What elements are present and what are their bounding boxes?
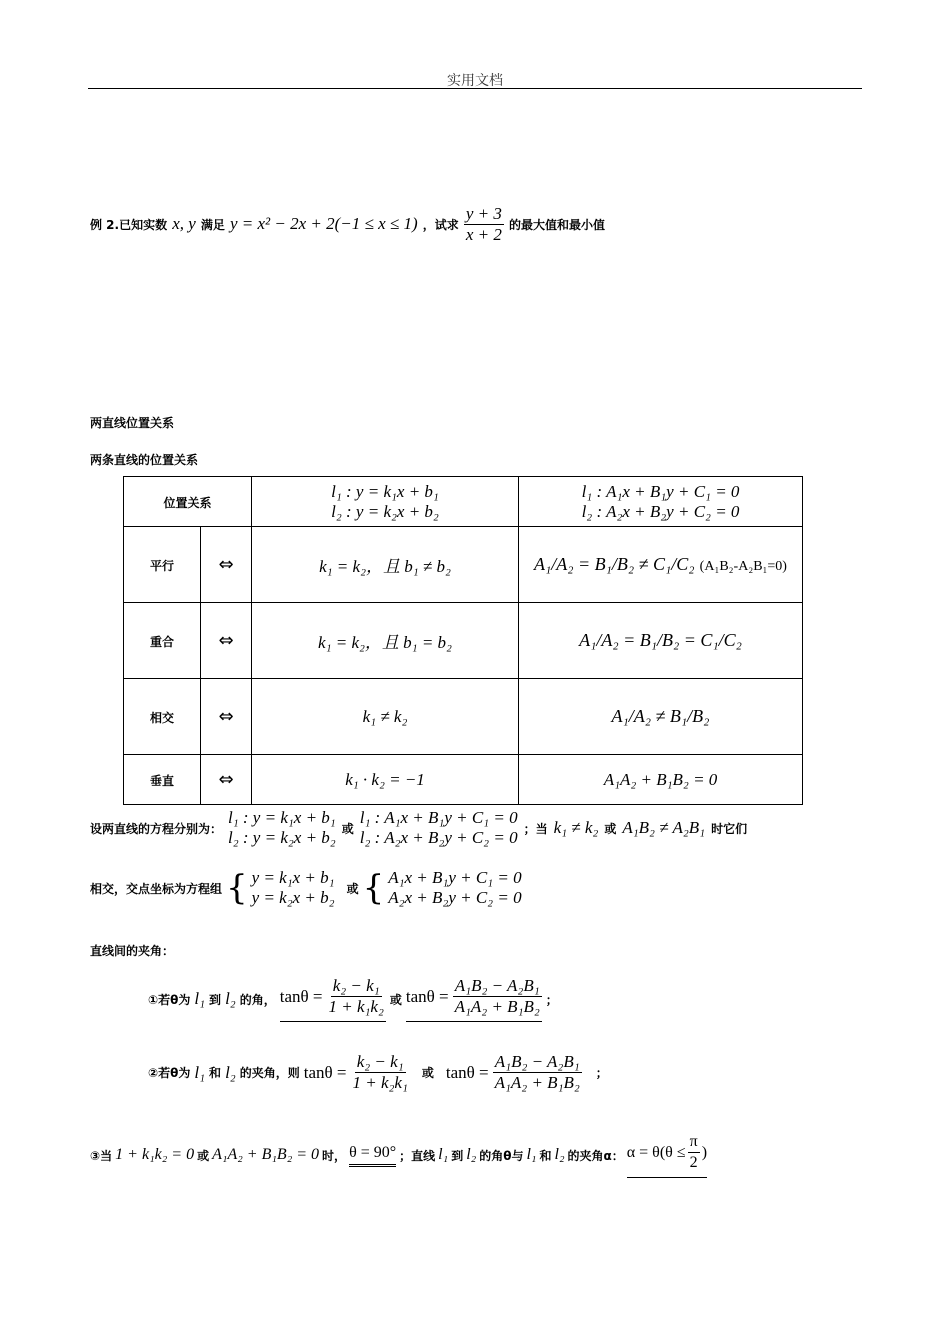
angle-item-1 <box>148 976 558 1022</box>
iff-cell <box>201 679 252 755</box>
or-text: 或 <box>341 821 354 836</box>
section-subtitle: 两条直线的位置关系 <box>90 453 199 467</box>
general-cond-cell <box>519 527 803 603</box>
eq-a2: l₂ : y = k₂x + b₂ <box>228 828 336 847</box>
item2-tan-2: tanθ = <box>445 1062 489 1082</box>
table-row <box>124 527 803 603</box>
item2-prefix: ②若θ为 <box>148 1066 191 1080</box>
item1-f2-num: A₁B₂ − A₂B₁ <box>454 976 540 995</box>
item2-f1-den: 1 + k₂k₁ <box>352 1073 408 1092</box>
slope-cond-cell <box>252 603 519 679</box>
row-name-cell <box>124 755 201 805</box>
cond-slope: k₁ ≠ k₂ <box>553 818 599 837</box>
iff-symbol: ⇔ <box>218 769 234 790</box>
item3-prefix: ③当 <box>90 1148 113 1163</box>
intersection-text-4: 相交，交点坐标为方程组 <box>90 881 223 896</box>
item2-suffix: 的夹角，则 <box>239 1066 300 1080</box>
item3-c2: A₁A₂ + B₁B₂ = 0 <box>212 1146 320 1163</box>
item2-tan: tanθ = <box>303 1062 347 1082</box>
section-title: 两直线位置关系 <box>90 416 175 430</box>
slope-equations <box>228 808 336 848</box>
table-row <box>124 679 803 755</box>
row-name-cell <box>124 603 201 679</box>
item3-theta90: θ = 90° <box>349 1144 396 1167</box>
example-2 <box>90 204 605 245</box>
general-cond-cell <box>519 603 803 679</box>
angles-title: 直线间的夹角： <box>90 944 175 958</box>
sys1-a: y = k₁x + b₁ <box>251 868 335 887</box>
header-general-l2: l₂ : A₂x + B₂y + C₂ = 0 <box>581 501 740 521</box>
iff-symbol: ⇔ <box>218 630 234 651</box>
system-general <box>388 868 521 908</box>
cond-general: A₁B₂ ≠ A₂B₁ <box>622 818 706 837</box>
item1-fraction-2 <box>453 976 542 1017</box>
item1-prefix: ①若θ为 <box>148 992 191 1007</box>
item1-f2-den: A₁A₂ + B₁B₂ <box>454 997 540 1016</box>
item2-f2-den: A₁A₂ + B₁B₂ <box>494 1073 580 1092</box>
item1-to: 到 <box>209 992 222 1007</box>
intersection-text-3: 时它们 <box>711 821 748 836</box>
item3-close: ) <box>701 1143 708 1161</box>
example-prefix: 例 2.已知实数 <box>90 218 168 232</box>
system-slope <box>252 868 335 908</box>
header-divider <box>88 88 862 89</box>
example-try: ，试求 <box>422 218 459 232</box>
line-relation-table <box>123 476 803 805</box>
item1-end: ； <box>545 992 558 1007</box>
item3-or: 或 <box>197 1148 210 1163</box>
item3-l2b: l₂ <box>554 1146 565 1163</box>
item3-pi-num: π <box>688 1132 700 1153</box>
iff-cell <box>201 755 252 805</box>
left-brace: { <box>362 868 385 908</box>
header-general-cell <box>519 477 803 527</box>
slope-cond-cell <box>252 679 519 755</box>
iff-symbol: ⇔ <box>218 706 234 727</box>
example-satisfy: 满足 <box>200 218 225 232</box>
item3-to: 到 <box>451 1148 464 1163</box>
header-general-l1: l₁ : A₁x + B₁y + C₁ = 0 <box>581 481 740 501</box>
general-condition: A₁/A₂ = B₁/B₂ = C₁/C₂ <box>579 630 742 650</box>
slope-cond-cell <box>252 527 519 603</box>
item3-alpha: α = θ(θ ≤ <box>626 1143 686 1161</box>
row-name-cell <box>124 527 201 603</box>
item3-pi-den: 2 <box>689 1154 698 1171</box>
intersection-text-1: 设两直线的方程分别为： <box>90 821 223 836</box>
table-row <box>124 603 803 679</box>
item2-fraction-1 <box>350 1052 409 1093</box>
item3-when: 时， <box>322 1148 347 1163</box>
item1-tan-2: tanθ = <box>405 986 449 1006</box>
slope-cond-cell <box>252 755 519 805</box>
item3-l1: l₁ <box>438 1146 449 1163</box>
header-label-cell <box>124 477 252 527</box>
item2-and: 和 <box>209 1066 222 1080</box>
example-frac-num: y + 3 <box>465 204 502 223</box>
item1-suffix: 的角， <box>239 992 276 1007</box>
item3-l2: l₂ <box>466 1146 477 1163</box>
item3-l1b: l₁ <box>526 1146 537 1163</box>
item3-pi-fraction <box>688 1132 700 1173</box>
header-slope-l1: l₁ : y = k₁x + b₁ <box>331 481 439 501</box>
slope-condition: k₁ = k₂，且 b₁ ≠ b₂ <box>319 557 451 576</box>
item1-formula-2 <box>406 976 542 1022</box>
item1-or: 或 <box>389 992 402 1007</box>
example-fraction <box>464 204 504 245</box>
general-cond-cell <box>519 679 803 755</box>
sys1-b: y = k₂x + b₂ <box>251 888 335 907</box>
general-cond-cell <box>519 755 803 805</box>
general-condition: A₁A₂ + B₁B₂ = 0 <box>603 769 718 789</box>
item3-incl: 的夹角α： <box>567 1148 624 1163</box>
row-name: 重合 <box>149 635 174 649</box>
angle-item-2 <box>148 1052 608 1093</box>
or-text: 或 <box>346 881 359 896</box>
item3-and: 和 <box>539 1148 552 1163</box>
general-condition: A₁/A₂ ≠ B₁/B₂ <box>611 706 710 726</box>
item3-semi: ；直线 <box>399 1148 436 1163</box>
table-header-row <box>124 477 803 527</box>
example-vars: x, y <box>172 214 196 233</box>
left-brace: { <box>226 868 248 908</box>
iff-symbol: ⇔ <box>218 554 234 575</box>
item2-fraction-2 <box>493 1052 582 1093</box>
slope-condition: k₁ ≠ k₂ <box>362 706 408 726</box>
item1-formula-1 <box>280 976 386 1022</box>
intersection-line-2 <box>90 868 522 908</box>
slope-condition: k₁ · k₂ = −1 <box>345 769 425 789</box>
item2-f1-num: k₂ − k₁ <box>356 1052 404 1071</box>
eq-b2: l₂ : A₂x + B₂y + C₂ = 0 <box>359 828 518 847</box>
row-name-cell <box>124 679 201 755</box>
example-suffix: 的最大值和最小值 <box>508 218 605 232</box>
general-note: (A₁B₂-A₂B₁=0) <box>699 559 787 574</box>
item3-angle-theta: 的角θ与 <box>479 1148 524 1163</box>
general-condition: A₁/A₂ = B₁/B₂ ≠ C₁/C₂ <box>534 554 695 574</box>
example-equation: y = x² − 2x + 2(−1 ≤ x ≤ 1) <box>229 214 418 233</box>
item2-or: 或 <box>421 1066 434 1080</box>
slope-condition: k₁ = k₂，且 b₁ = b₂ <box>318 633 452 652</box>
item1-l1: l₁ <box>194 989 206 1008</box>
sys2-b: A₂x + B₂y + C₂ = 0 <box>388 888 522 907</box>
item2-f2-num: A₁B₂ − A₂B₁ <box>494 1052 580 1071</box>
item2-l2: l₂ <box>225 1062 236 1082</box>
table-row <box>124 755 803 805</box>
or-text: 或 <box>604 821 617 836</box>
item2-end: ； <box>595 1066 608 1080</box>
iff-cell <box>201 603 252 679</box>
item1-f1-num: k₂ − k₁ <box>332 976 380 995</box>
item1-fraction-1 <box>326 976 385 1017</box>
item1-l2: l₂ <box>225 989 236 1008</box>
header-slope-l2: l₂ : y = k₂x + b₂ <box>331 501 439 521</box>
angle-item-3 <box>90 1132 707 1178</box>
item3-c1: 1 + k₁k₂ = 0 <box>115 1146 195 1163</box>
item2-l1: l₁ <box>194 1062 206 1082</box>
example-frac-den: x + 2 <box>465 225 502 244</box>
general-equations <box>360 808 518 848</box>
eq-a1: l₁ : y = k₁x + b₁ <box>228 808 336 827</box>
intersection-line-1 <box>90 808 747 848</box>
header-slope-cell <box>252 477 519 527</box>
row-name: 相交 <box>149 711 174 725</box>
item1-f1-den: 1 + k₁k₂ <box>328 997 384 1016</box>
iff-cell <box>201 527 252 603</box>
eq-b1: l₁ : A₁x + B₁y + C₁ = 0 <box>359 808 518 827</box>
header-label: 位置关系 <box>163 496 212 510</box>
intersection-text-2: ；当 <box>523 821 548 836</box>
row-name: 平行 <box>149 559 174 573</box>
item1-tan: tanθ = <box>279 986 323 1006</box>
item3-alpha-formula <box>627 1132 707 1178</box>
sys2-a: A₁x + B₁y + C₁ = 0 <box>388 868 522 887</box>
page-header-title: 实用文档 <box>447 73 503 89</box>
row-name: 垂直 <box>149 774 174 788</box>
